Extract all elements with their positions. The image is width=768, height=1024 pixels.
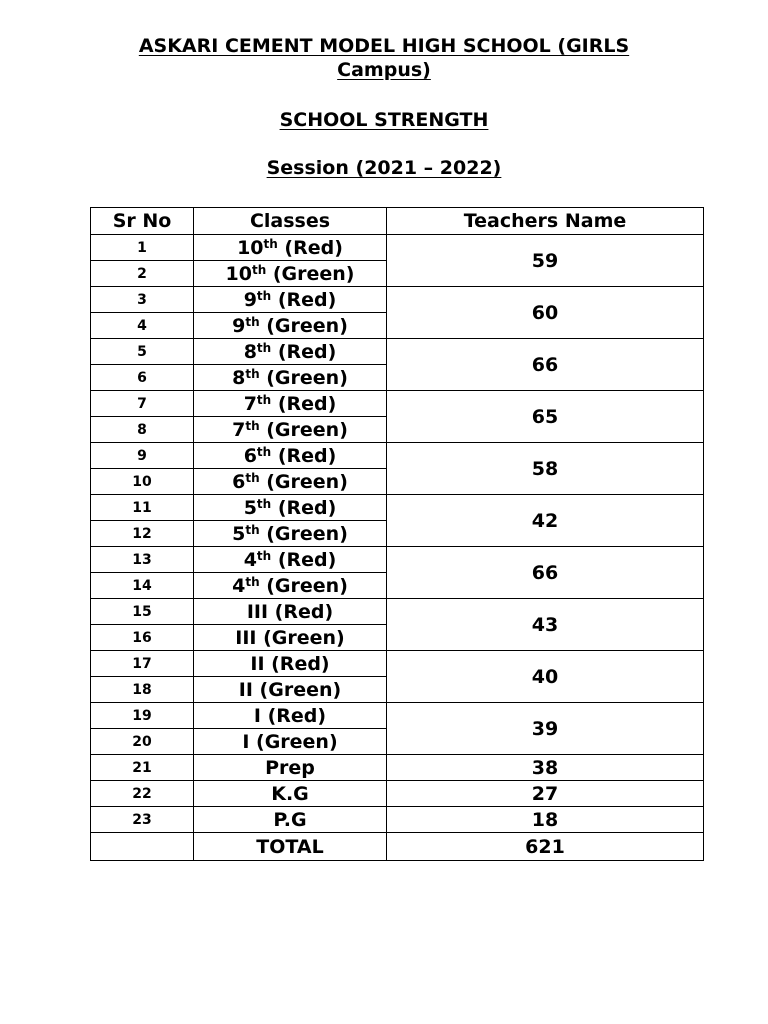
total-empty-cell: [91, 833, 194, 861]
teachers-cell: 42: [387, 495, 704, 547]
table-row: [91, 287, 704, 313]
table-row: [91, 495, 704, 521]
column-header-teachers: Teachers Name: [387, 208, 704, 235]
sr-no-cell: 10: [91, 469, 194, 495]
table-row: [91, 339, 704, 365]
sr-no-cell: 18: [91, 677, 194, 703]
table-body: [91, 235, 704, 861]
school-name-line2: Campus): [337, 59, 431, 81]
class-cell: P.G: [194, 807, 387, 833]
class-cell: 5th (Red): [194, 495, 387, 521]
table-header-row: [91, 208, 704, 235]
teachers-cell: 66: [387, 339, 704, 391]
sr-no-cell: 3: [91, 287, 194, 313]
teachers-cell: 39: [387, 703, 704, 755]
sr-no-cell: 15: [91, 599, 194, 625]
sr-no-cell: 21: [91, 755, 194, 781]
class-cell: 5th (Green): [194, 521, 387, 547]
teachers-cell: 60: [387, 287, 704, 339]
school-name: [0, 34, 768, 82]
total-value: 621: [387, 833, 704, 861]
class-cell: I (Red): [194, 703, 387, 729]
class-cell: III (Red): [194, 599, 387, 625]
sr-no-cell: 12: [91, 521, 194, 547]
class-cell: 9th (Green): [194, 313, 387, 339]
class-cell: 10th (Green): [194, 261, 387, 287]
teachers-cell: 65: [387, 391, 704, 443]
session-label: Session (2021 – 2022): [266, 157, 502, 179]
class-cell: II (Red): [194, 651, 387, 677]
table-row: [91, 391, 704, 417]
sr-no-cell: 20: [91, 729, 194, 755]
teachers-cell: 59: [387, 235, 704, 287]
table-row: [91, 755, 704, 781]
class-cell: K.G: [194, 781, 387, 807]
table-row: [91, 235, 704, 261]
class-cell: Prep: [194, 755, 387, 781]
teachers-cell: 43: [387, 599, 704, 651]
class-cell: 4th (Red): [194, 547, 387, 573]
sr-no-cell: 8: [91, 417, 194, 443]
teachers-cell: 66: [387, 547, 704, 599]
sr-no-cell: 1: [91, 235, 194, 261]
table-row: [91, 547, 704, 573]
class-cell: 9th (Red): [194, 287, 387, 313]
total-label: TOTAL: [194, 833, 387, 861]
class-cell: 7th (Green): [194, 417, 387, 443]
table-row: [91, 443, 704, 469]
sr-no-cell: 17: [91, 651, 194, 677]
table-row: [91, 781, 704, 807]
sr-no-cell: 16: [91, 625, 194, 651]
sr-no-cell: 11: [91, 495, 194, 521]
document-title: SCHOOL STRENGTH: [279, 109, 489, 131]
class-cell: 6th (Red): [194, 443, 387, 469]
class-cell: 6th (Green): [194, 469, 387, 495]
sr-no-cell: 19: [91, 703, 194, 729]
sr-no-cell: 4: [91, 313, 194, 339]
teachers-cell: 18: [387, 807, 704, 833]
table-row: [91, 651, 704, 677]
sr-no-cell: 23: [91, 807, 194, 833]
sr-no-cell: 14: [91, 573, 194, 599]
table-row: [91, 807, 704, 833]
teachers-cell: 58: [387, 443, 704, 495]
sr-no-cell: 5: [91, 339, 194, 365]
table-row: [91, 703, 704, 729]
sr-no-cell: 9: [91, 443, 194, 469]
column-header-sr-no: Sr No: [91, 208, 194, 235]
sr-no-cell: 13: [91, 547, 194, 573]
class-cell: 4th (Green): [194, 573, 387, 599]
sr-no-cell: 7: [91, 391, 194, 417]
sr-no-cell: 6: [91, 365, 194, 391]
class-cell: 8th (Red): [194, 339, 387, 365]
class-cell: 10th (Red): [194, 235, 387, 261]
teachers-cell: 40: [387, 651, 704, 703]
class-cell: II (Green): [194, 677, 387, 703]
strength-table: [90, 207, 704, 861]
total-row: [91, 833, 704, 861]
teachers-cell: 38: [387, 755, 704, 781]
school-name-line1: ASKARI CEMENT MODEL HIGH SCHOOL (GIRLS: [138, 35, 630, 57]
column-header-classes: Classes: [194, 208, 387, 235]
class-cell: I (Green): [194, 729, 387, 755]
class-cell: III (Green): [194, 625, 387, 651]
sr-no-cell: 22: [91, 781, 194, 807]
class-cell: 8th (Green): [194, 365, 387, 391]
table-row: [91, 599, 704, 625]
teachers-cell: 27: [387, 781, 704, 807]
class-cell: 7th (Red): [194, 391, 387, 417]
sr-no-cell: 2: [91, 261, 194, 287]
